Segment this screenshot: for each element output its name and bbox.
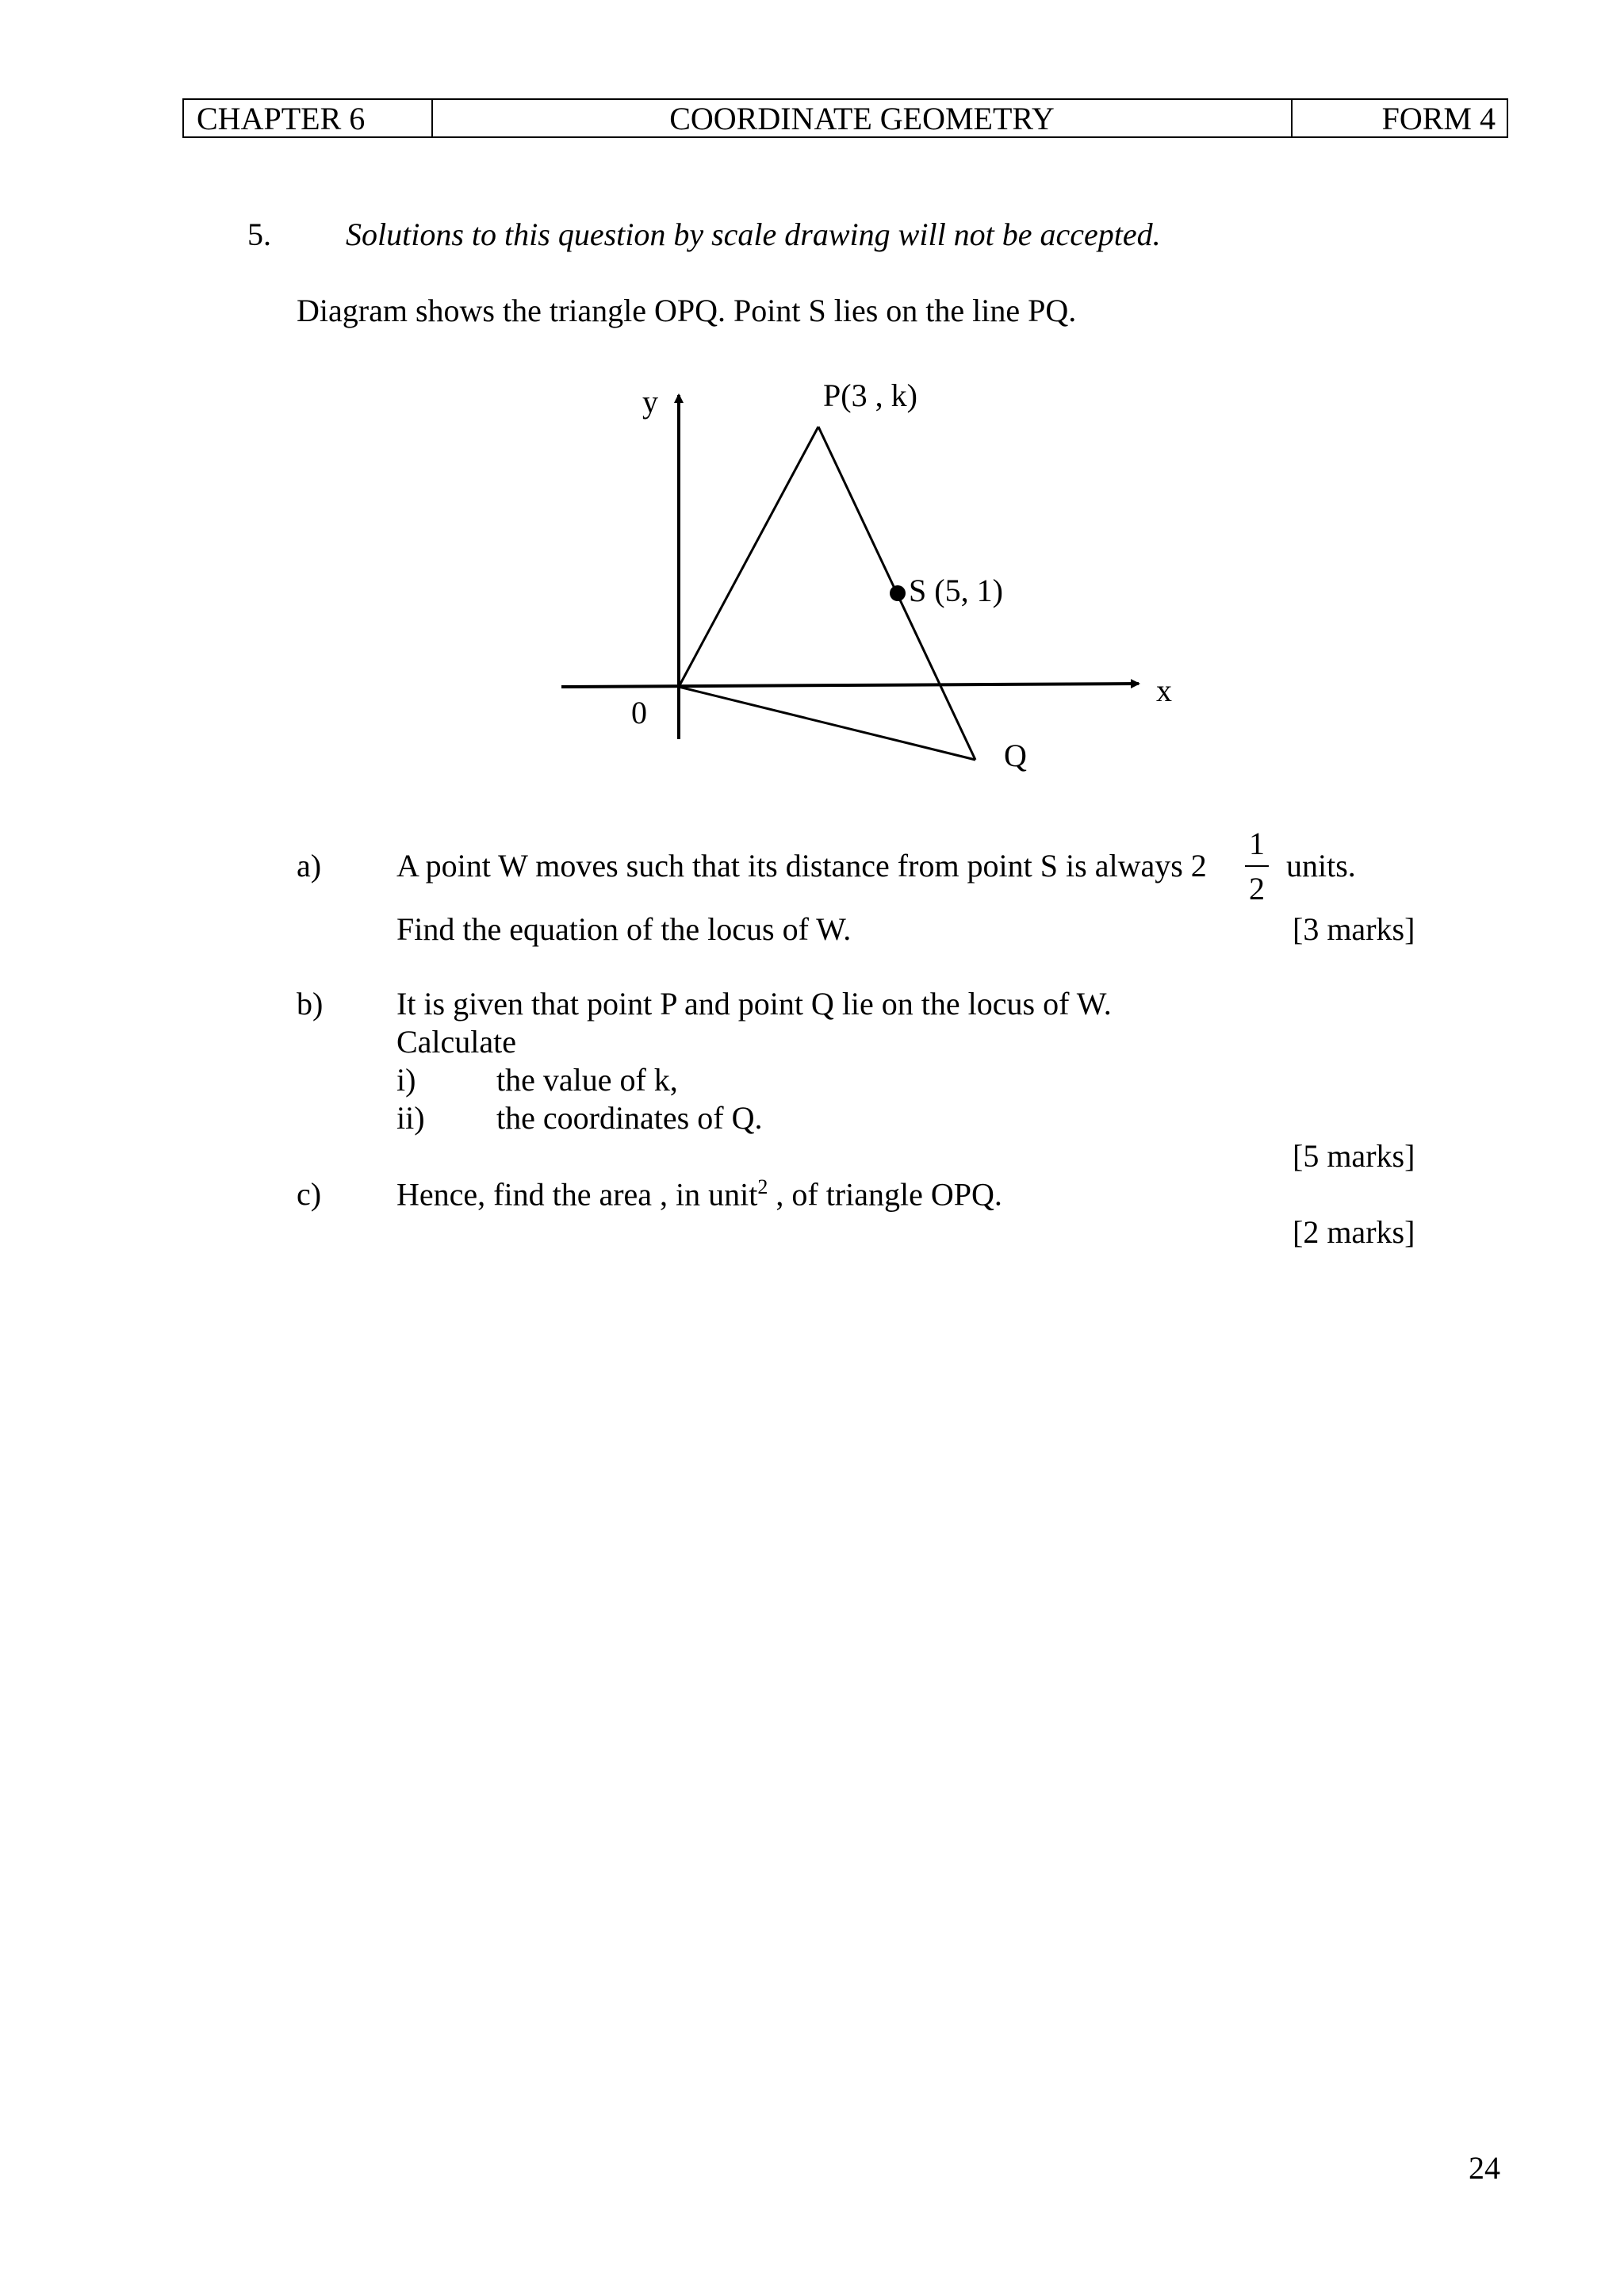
point-s-marker xyxy=(890,585,906,601)
x-axis xyxy=(561,684,1139,687)
part-a-text: A point W moves such that its distance from point S is always 2 xyxy=(396,848,1207,884)
part-b-i-text: the value of k, xyxy=(496,1062,678,1098)
fraction-numerator: 1 xyxy=(1249,826,1265,861)
side-oq xyxy=(679,687,975,760)
part-b-calculate: Calculate xyxy=(396,1024,517,1060)
point-p-label: P(3 , k) xyxy=(823,378,917,413)
part-a-fraction xyxy=(1245,825,1269,907)
y-axis-label: y xyxy=(642,384,658,420)
fraction-denominator: 2 xyxy=(1249,871,1265,907)
part-a-label: a) xyxy=(297,848,322,884)
part-b-label: b) xyxy=(297,986,324,1022)
part-c-text-suffix: , of triangle OPQ. xyxy=(768,1176,1002,1213)
chapter-label: CHAPTER 6 xyxy=(184,100,433,136)
chapter-title: COORDINATE GEOMETRY xyxy=(433,100,1293,136)
x-axis-label: x xyxy=(1156,673,1172,708)
point-s-label: S (5, 1) xyxy=(909,573,1003,608)
part-c-label: c) xyxy=(297,1176,322,1212)
question-intro: Diagram shows the triangle OPQ. Point S lies on the line PQ. xyxy=(297,293,1077,328)
part-a-units: units. xyxy=(1286,848,1356,884)
part-c-text-prefix: Hence, find the area , in unit xyxy=(396,1176,758,1213)
part-b-marks: [5 marks] xyxy=(1293,1138,1415,1174)
part-a-instruction: Find the equation of the locus of W. xyxy=(396,911,852,947)
triangle-diagram xyxy=(0,0,1624,793)
part-b-i-label: i) xyxy=(396,1062,416,1098)
question-number: 5. xyxy=(247,217,271,252)
part-c-text xyxy=(396,1175,1002,1213)
part-c-marks: [2 marks] xyxy=(1293,1214,1415,1250)
question-note: Solutions to this question by scale drawing will not be accepted. xyxy=(346,217,1161,252)
part-b-ii-label: ii) xyxy=(396,1100,425,1136)
part-c-superscript: 2 xyxy=(757,1175,768,1198)
page-number: 24 xyxy=(1469,2150,1500,2186)
origin-label: 0 xyxy=(631,695,647,730)
part-b-ii-text: the coordinates of Q. xyxy=(496,1100,763,1136)
side-op xyxy=(679,427,818,687)
point-q-label: Q xyxy=(1004,738,1027,773)
part-b-text: It is given that point P and point Q lie on the locus of W. xyxy=(396,986,1112,1022)
fraction-bar xyxy=(1245,865,1269,867)
form-label: FORM 4 xyxy=(1381,100,1496,136)
part-a-marks: [3 marks] xyxy=(1293,911,1415,947)
